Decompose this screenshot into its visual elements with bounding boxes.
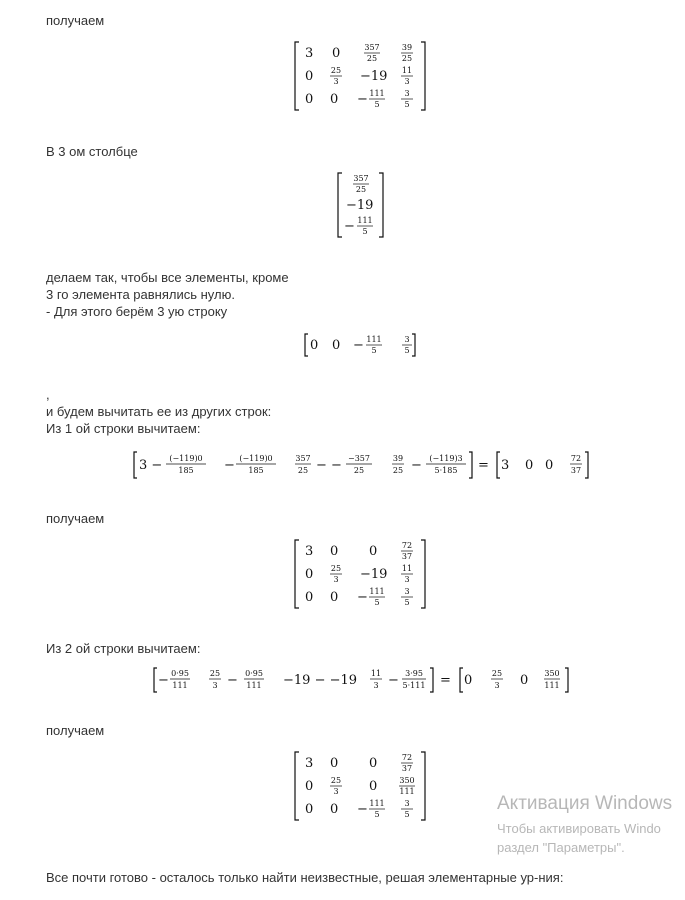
svg-text:0: 0 — [330, 756, 339, 771]
equation-row-2 — [148, 666, 578, 694]
windows-activation-line-2: раздел "Параметры". — [497, 840, 625, 855]
svg-text:0: 0 — [545, 458, 554, 473]
svg-text:0: 0 — [525, 458, 534, 473]
equation-row-1 — [128, 450, 593, 480]
svg-text:−19: −19 — [360, 69, 388, 84]
svg-text:11: 11 — [370, 669, 382, 678]
svg-text:−: − — [388, 673, 399, 688]
text-column-3: В 3 ом столбце — [46, 144, 138, 159]
svg-text:3: 3 — [501, 458, 510, 473]
text-row-1-subtract: Из 1 ой строки вычитаем: — [46, 421, 201, 436]
svg-text:0: 0 — [369, 779, 378, 794]
svg-text:0·95: 0·95 — [171, 669, 189, 678]
svg-text:3: 3 — [212, 681, 218, 690]
svg-text:5·111: 5·111 — [402, 681, 426, 690]
svg-text:5: 5 — [371, 346, 377, 355]
windows-activation-line-1: Чтобы активировать Windo — [497, 821, 661, 836]
svg-text:0·95: 0·95 — [245, 669, 263, 678]
svg-text:72: 72 — [401, 541, 413, 550]
svg-text:0: 0 — [305, 69, 314, 84]
svg-text:5: 5 — [374, 598, 380, 607]
svg-text:0: 0 — [332, 338, 341, 353]
svg-text:111: 111 — [172, 681, 188, 690]
svg-text:0: 0 — [305, 779, 314, 794]
svg-text:72: 72 — [401, 753, 413, 762]
svg-text:0: 0 — [305, 92, 314, 107]
svg-text:5: 5 — [374, 810, 380, 819]
svg-text:(−119)0: (−119)0 — [239, 454, 273, 463]
svg-text:5: 5 — [404, 810, 410, 819]
svg-text:3: 3 — [333, 575, 339, 584]
svg-text:−: − — [411, 458, 422, 473]
svg-text:25: 25 — [297, 466, 309, 475]
svg-text:0: 0 — [369, 544, 378, 559]
svg-text:3: 3 — [305, 544, 314, 559]
svg-text:25: 25 — [491, 669, 503, 678]
svg-text:3: 3 — [494, 681, 500, 690]
svg-text:0: 0 — [310, 338, 319, 353]
svg-text:(−119)0: (−119)0 — [169, 454, 203, 463]
text-polucaem-2: получаем — [46, 511, 105, 526]
svg-text:11: 11 — [401, 66, 413, 75]
svg-text:357: 357 — [295, 454, 311, 463]
svg-text:37: 37 — [570, 466, 582, 475]
text-instruction-2: 3 го элемента равнялись нулю. — [46, 287, 235, 302]
svg-text:5: 5 — [362, 227, 368, 236]
svg-text:− −: − − — [316, 458, 342, 473]
svg-text:0: 0 — [330, 544, 339, 559]
text-subtract-from-rows: и будем вычитать ее из других строк: — [46, 404, 272, 419]
svg-text:25: 25 — [330, 66, 342, 75]
svg-text:37: 37 — [401, 764, 413, 773]
text-instruction-1: делаем так, чтобы все элементы, кроме — [46, 270, 289, 285]
svg-text:3: 3 — [404, 335, 410, 344]
svg-text:25: 25 — [330, 564, 342, 573]
svg-text:39: 39 — [401, 43, 413, 52]
svg-text:−: − — [357, 92, 368, 107]
svg-text:3: 3 — [404, 77, 410, 86]
row-vector-3 — [300, 332, 424, 358]
svg-text:−: − — [224, 458, 235, 473]
svg-text:−: − — [158, 673, 169, 688]
matrix-3 — [290, 750, 430, 822]
svg-text:3: 3 — [404, 587, 410, 596]
text-polucaem-1: получаем — [46, 13, 105, 28]
svg-text:3: 3 — [404, 575, 410, 584]
svg-text:111: 111 — [366, 335, 382, 344]
svg-text:350: 350 — [544, 669, 560, 678]
windows-activation-title: Активация Windows — [497, 793, 673, 814]
svg-text:=: = — [478, 458, 489, 473]
svg-text:0: 0 — [305, 802, 314, 817]
column-vector-3 — [333, 171, 389, 239]
svg-text:350: 350 — [399, 776, 415, 785]
svg-text:3: 3 — [404, 89, 410, 98]
svg-text:185: 185 — [248, 466, 264, 475]
svg-text:5: 5 — [404, 346, 410, 355]
svg-text:25: 25 — [366, 54, 378, 63]
text-row-2-subtract: Из 2 ой строки вычитаем: — [46, 641, 201, 656]
svg-text:3: 3 — [404, 799, 410, 808]
svg-text:25: 25 — [209, 669, 221, 678]
text-polucaem-3: получаем — [46, 723, 105, 738]
svg-text:−: − — [357, 802, 368, 817]
svg-text:−: − — [227, 673, 238, 688]
svg-text:185: 185 — [178, 466, 194, 475]
text-almost-done: Все почти готово - осталось только найти неизвестные, решая элементарные ур-ния: — [46, 870, 564, 885]
svg-text:5·185: 5·185 — [434, 466, 458, 475]
svg-text:357: 357 — [364, 43, 380, 52]
svg-text:3·95: 3·95 — [405, 669, 423, 678]
svg-text:3: 3 — [305, 756, 314, 771]
svg-text:3: 3 — [305, 46, 314, 61]
svg-text:0: 0 — [330, 590, 339, 605]
svg-text:−19: −19 — [346, 198, 374, 213]
svg-text:25: 25 — [392, 466, 404, 475]
svg-text:111: 111 — [369, 799, 385, 808]
svg-text:11: 11 — [401, 564, 413, 573]
svg-text:0: 0 — [305, 567, 314, 582]
svg-text:111: 111 — [246, 681, 262, 690]
svg-text:5: 5 — [404, 598, 410, 607]
svg-text:25: 25 — [401, 54, 413, 63]
svg-text:−: − — [357, 590, 368, 605]
svg-text:72: 72 — [570, 454, 582, 463]
svg-text:(−119)3: (−119)3 — [429, 454, 463, 463]
svg-text:3: 3 — [373, 681, 379, 690]
svg-text:−: − — [353, 338, 364, 353]
svg-text:3: 3 — [333, 787, 339, 796]
svg-text:25: 25 — [330, 776, 342, 785]
text-comma: , — [46, 387, 50, 402]
svg-text:0: 0 — [330, 802, 339, 817]
svg-text:0: 0 — [330, 92, 339, 107]
svg-text:357: 357 — [353, 174, 369, 183]
svg-text:−19 − −19: −19 − −19 — [283, 673, 358, 688]
svg-text:39: 39 — [392, 454, 404, 463]
svg-text:111: 111 — [369, 89, 385, 98]
svg-text:−: − — [344, 219, 355, 234]
svg-text:25: 25 — [353, 466, 365, 475]
svg-text:111: 111 — [369, 587, 385, 596]
svg-text:0: 0 — [305, 590, 314, 605]
svg-text:−19: −19 — [360, 567, 388, 582]
svg-text:111: 111 — [544, 681, 560, 690]
svg-text:0: 0 — [332, 46, 341, 61]
svg-text:−357: −357 — [348, 454, 370, 463]
matrix-2 — [290, 538, 430, 610]
svg-text:0: 0 — [464, 673, 473, 688]
svg-text:=: = — [440, 673, 451, 688]
svg-text:5: 5 — [404, 100, 410, 109]
svg-text:111: 111 — [399, 787, 415, 796]
svg-text:25: 25 — [355, 185, 367, 194]
svg-text:0: 0 — [369, 756, 378, 771]
svg-text:0: 0 — [520, 673, 529, 688]
svg-text:111: 111 — [357, 216, 373, 225]
svg-text:3: 3 — [333, 77, 339, 86]
svg-text:37: 37 — [401, 552, 413, 561]
svg-text:5: 5 — [374, 100, 380, 109]
matrix-1 — [290, 40, 430, 112]
svg-text:3 −: 3 − — [139, 458, 163, 473]
text-instruction-3: - Для этого берём 3 ую строку — [46, 304, 228, 319]
